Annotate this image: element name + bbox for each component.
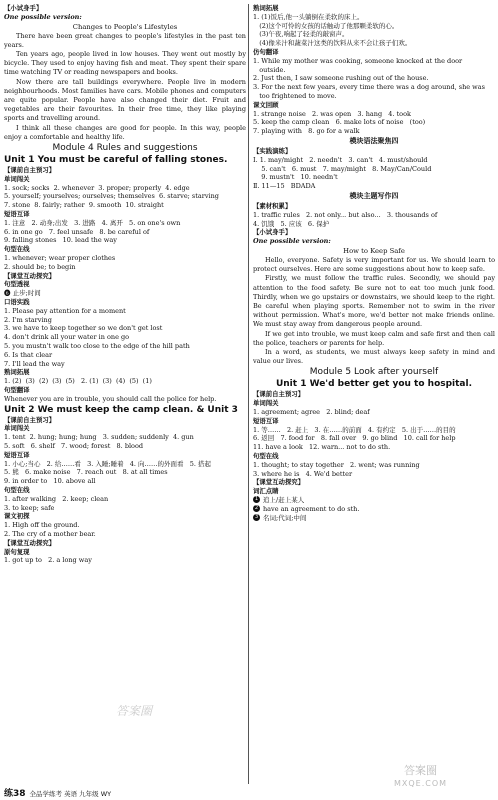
answer-line: 5. you mustn't walk too close to the edge of the hill path xyxy=(4,341,190,350)
materials-header: 【素材积累】 xyxy=(253,201,292,210)
right-column xyxy=(253,4,495,522)
answer-line: outside. xyxy=(253,65,286,74)
composition-paragraph: Hello, everyone. Safety is very important for us. We should learn to protect ourselves. Here are some suggestions about how to keep safe. xyxy=(253,255,495,274)
answer-line: 4. don't drink all your water in one go xyxy=(4,333,130,342)
page-number: 练38 xyxy=(4,789,26,799)
watermark-mid: 答案圈 xyxy=(116,704,153,718)
answer-line: (4)像米汁和蔬菜汁这类的饮料从来不会让孩子们欢。 xyxy=(253,39,412,48)
watermark-logo xyxy=(394,764,447,790)
answer-line: 1. 小心;当心 2. 给……看 3. 入睡;睡着 4. 向……的外面看 5. 搭起 xyxy=(4,459,212,468)
answer-line: 2. should be; to begin xyxy=(4,262,76,271)
answer-line: 3. we have to keep together so we don't get lost xyxy=(4,324,163,333)
composition-title: Changes to People's Lifestyles xyxy=(72,22,178,31)
answer-line: 1. (2) (3) (2) (3) (5) 2. (1) (3) (4) (5) (1) xyxy=(4,377,152,386)
number-badge: 1 xyxy=(254,496,259,503)
pattern-text: 止步;时间 xyxy=(12,289,41,298)
module-heading: Module 5 Look after yourself xyxy=(309,367,439,378)
answer-line: Ⅱ. 11—15 BDADA xyxy=(253,182,316,191)
page-footer xyxy=(4,786,111,799)
answer-line: 4. 饥饿 5. 应该 6. 保护 xyxy=(253,219,330,228)
answer-line: 3. For the next few years, every time there was a dog around, she was xyxy=(253,83,485,92)
answer-line: Whenever you are in trouble, you should call the police for help. xyxy=(4,394,217,403)
composition-paragraph: Firstly, we must follow the traffic rules. Secondly, we should pay attention to the food safety. Be sure not to eat too much junk food. Thirdly, when we go upstairs or downstairs, we should keep to the right. Be careful when playing sports. Remember not to swim in the river without permission. What's more, we'd better not make friends online. We must stay away from dangerous people around. xyxy=(253,274,495,329)
vocab-label: 单词闯关 xyxy=(4,174,30,183)
answer-line: 7. stone 8. fairly; rather 9. smooth 10. straight xyxy=(4,201,164,210)
trial-header: 【小试身手】 xyxy=(253,228,292,237)
number-badge: 3 xyxy=(254,514,259,521)
answer-line: 2. The cry of a mother bear. xyxy=(4,529,96,538)
dict-item-text: 追上/赶上某人 xyxy=(263,495,305,504)
answer-line: 1. traffic rules 2. not only... but also... 3. thousands of xyxy=(253,210,438,219)
dict-item-text: have an agreement to do sth. xyxy=(263,504,360,513)
answer-line: 1. 注意 2. 动身;出发 3. 进路 4. 离开 5. on one's own xyxy=(4,218,181,227)
unit-heading: Unit 2 We must keep the camp clean. & Unit 3 xyxy=(4,404,238,415)
sentence-label: 句型在线 xyxy=(4,485,30,494)
answer-line: 1. after walking 2. keep; clean xyxy=(4,494,109,503)
answer-line: 3. where he is 4. We'd better xyxy=(253,469,353,478)
translate-label: 句型翻译 xyxy=(4,385,30,394)
preview-header: 【课前自主预习】 xyxy=(4,415,56,424)
answer-line: 5. soft 6. shelf 7. wood; forest 8. blood xyxy=(4,441,144,450)
answer-line: 9. falling stones 10. lead the way xyxy=(4,236,117,245)
answer-line: 1. Please pay attention for a moment xyxy=(4,306,126,315)
answer-line: 1. thought; to stay together 2. went; was running xyxy=(253,460,420,469)
answer-line: 1. got up to 2. a long way xyxy=(4,556,92,565)
text-explore-label: 课文初探 xyxy=(4,512,30,521)
class-explore-header: 【课堂互动探究】 xyxy=(4,271,56,280)
answer-line: 5. yourself; yourselves; ourselves; themselves 6. starve; starving xyxy=(4,192,219,201)
answer-line xyxy=(253,514,495,523)
composition-title: How to Keep Safe xyxy=(343,246,405,255)
answer-line: 1. sock; socks 2. whenever 3. proper; properly 4. edge xyxy=(4,183,190,192)
unit-heading: Unit 1 You must be careful of falling stones. xyxy=(4,155,228,166)
composition-paragraph: In a word, as students, we must always keep safety in mind and value our lives. xyxy=(253,347,495,366)
sentence-label: 句型在线 xyxy=(4,245,30,254)
answer-line: 1. High off the ground. xyxy=(4,521,80,530)
retell-label: 原句复现 xyxy=(4,547,30,556)
answer-line: 3. to keep; safe xyxy=(4,503,55,512)
answer-line: 5. keep the camp clean 6. make lots of noise (too) xyxy=(253,118,426,127)
answer-line: 6. 返回 7. food for 8. fall over 9. go blind 10. call for help xyxy=(253,434,456,443)
dict-label: 词汇点睛 xyxy=(253,487,279,496)
answer-line: 1. whenever; wear proper clothes xyxy=(4,254,116,262)
unit-heading: Unit 1 We'd better get you to hospital. xyxy=(275,379,473,390)
answer-line: 5. 熊 6. make noise 7. reach out 8. at all times xyxy=(4,468,168,477)
left-column xyxy=(4,4,246,565)
vocab-label: 单词闯关 xyxy=(4,424,30,433)
answer-line: Ⅰ. 1. may/might 2. needn't 3. can't 4. must/should xyxy=(253,155,428,164)
number-badge: 2 xyxy=(254,505,259,512)
answer-line xyxy=(253,505,495,514)
answer-line: 1. (1)饭后,他一头躺倒在柔软的床上。 xyxy=(253,12,364,21)
answer-line: 9. mustn't 10. needn't xyxy=(253,173,338,182)
preview-header: 【课前自主预习】 xyxy=(253,390,305,399)
answer-line: 7. playing with 8. go for a walk xyxy=(253,127,360,136)
possible-version-label: One possible version: xyxy=(4,12,82,21)
phrase-label: 短语互译 xyxy=(253,416,279,425)
composition-paragraph: Ten years ago, people lived in low houses. They went out mostly by bicycle. They used to enjoy having fish and meat. They spent their spare time watching TV or reading newspapers and books. xyxy=(4,50,246,77)
writing-title: 模块主题写作四 xyxy=(349,191,399,200)
pattern-number: ❻ xyxy=(4,289,11,298)
answer-line xyxy=(4,289,246,298)
grammar-focus-title: 模块语法聚焦四 xyxy=(349,136,399,145)
trial-header: 【小试身手】 xyxy=(4,4,43,12)
class-explore-header: 【课堂互动探究】 xyxy=(4,538,56,547)
answer-line: 1. While my mother was cooking, someone knocked at the door xyxy=(253,56,463,65)
watermark-line2: MXQE.COM xyxy=(394,779,448,788)
extend-label: 熟词拓展 xyxy=(253,4,279,12)
answer-line: 2. Just then, I saw someone rushing out of the house. xyxy=(253,74,429,83)
composition-paragraph: If we get into trouble, we must keep calm and safe first and then call the police, teachers or parents for help. xyxy=(253,329,495,347)
phrase-label: 短语互译 xyxy=(4,210,30,219)
composition-paragraph: There have been great changes to people's lifestyles in the past ten years. xyxy=(4,31,246,49)
answer-line: 1. 等…… 2. 赶上 3. 在……的前面 4. 有约定 5. 出于……的目的 xyxy=(253,425,456,434)
class-explore-header: 【课堂互动探究】 xyxy=(253,478,305,487)
vocab-label: 单词闯关 xyxy=(253,399,279,408)
footer-text: 全品学练考 英语 九年级 WY xyxy=(29,790,112,798)
watermark-line1: 答案圈 xyxy=(404,764,438,777)
column-divider xyxy=(248,4,249,784)
answer-line: (2)这个可怜的女孩的话触动了他那颗柔软的心。 xyxy=(253,21,399,30)
extend-label: 熟词拓展 xyxy=(4,368,30,377)
oral-label: 口语实践 xyxy=(4,297,30,306)
answer-line: (3)午夜,响起了轻柔的敲窗声。 xyxy=(253,30,349,39)
answer-line xyxy=(253,496,495,505)
imitate-label: 仿句翻译 xyxy=(253,47,279,56)
possible-version-label: One possible version: xyxy=(253,237,331,246)
module-heading: Module 4 Rules and suggestions xyxy=(52,143,198,154)
composition-paragraph: Now there are tall buildings everywhere. People live in modern neighbourhoods. Most families have cars. Mobile phones and computers are quite popular. People have also changed their diet. Fruit and vegetables are their favourites. In their free time, they like playing sports and travelling around. xyxy=(4,77,246,123)
answer-line: too frightened to move. xyxy=(253,91,337,100)
dict-item-text: 名词;代词;中间 xyxy=(263,513,307,522)
answer-line: 6. Is that clear xyxy=(4,350,53,359)
answer-line: 11. have a look 12. warn... not to do sth. xyxy=(253,443,391,452)
answer-line: 1. tent 2. hung; hung; hung 3. sudden; suddenly 4. gun xyxy=(4,433,194,442)
practice-header: 【实践演练】 xyxy=(253,146,292,155)
phrase-label: 短语互译 xyxy=(4,450,30,459)
answer-line: 6. in one go 7. feel unsafe 8. be careful of xyxy=(4,227,150,236)
answer-line: 5. can't 6. must 7. may/might 8. May/Can/Could xyxy=(253,164,432,173)
sentence-label: 句型在线 xyxy=(253,451,279,460)
answer-line: 1. strange noise 2. was open 3. hang 4. took xyxy=(253,109,411,118)
text-review-label: 课文回顾 xyxy=(253,100,279,109)
answer-line: 9. in order to 10. above all xyxy=(4,477,96,486)
preview-header: 【课前自主预习】 xyxy=(4,166,56,175)
answer-line: 1. agreement; agree 2. blind; deaf xyxy=(253,407,370,416)
pattern-label: 句型透视 xyxy=(4,280,30,289)
answer-line: 7. I'll lead the way xyxy=(4,359,65,368)
answer-line: 2. I'm starving xyxy=(4,315,52,324)
composition-paragraph: I think all these changes are good for people. In this way, people enjoy a comfortable and healthy life. xyxy=(4,123,246,141)
